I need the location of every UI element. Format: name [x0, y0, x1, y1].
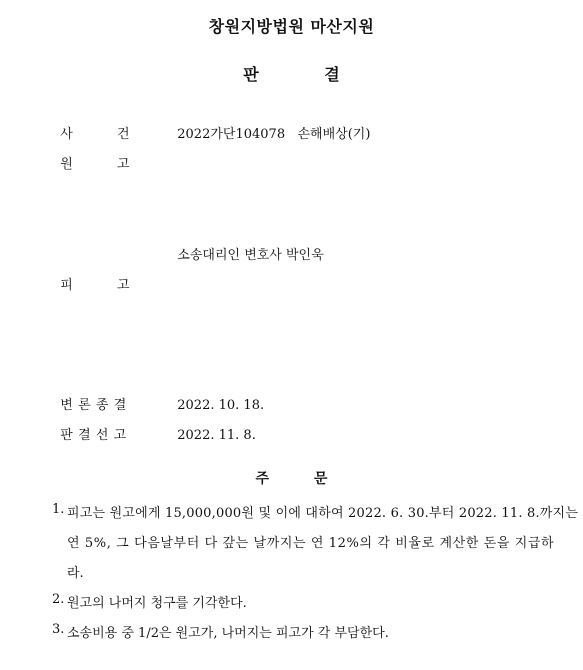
- defendant-row: [52, 259, 177, 293]
- defendant-label: 피 고: [60, 278, 130, 293]
- closing-label: 변 론 종 결: [60, 398, 127, 413]
- order-item-number: 3.: [52, 622, 65, 637]
- judgment-row: [52, 409, 256, 443]
- judgment-date: 2022. 11. 8.: [177, 428, 256, 443]
- case-value: 2022가단104078 손해배상(기): [177, 127, 371, 142]
- plaintiff-rep-row: [52, 229, 324, 263]
- plaintiff-label: 원 고: [60, 157, 130, 172]
- judgment-label: 판 결 선 고: [60, 428, 127, 443]
- closing-row: [52, 379, 264, 413]
- order-item-line: 소송비용 중 1/2은 원고가, 나머지는 피고가 각 부담한다.: [67, 626, 389, 641]
- plaintiff-row: [52, 138, 177, 172]
- order-title: 주 문: [255, 471, 328, 487]
- court-name: 창원지방법원 마산지원: [208, 17, 375, 36]
- order-item-line: 원고의 나머지 청구를 기각한다.: [67, 596, 247, 611]
- order-item-number: 1.: [52, 502, 65, 517]
- closing-date: 2022. 10. 18.: [177, 398, 265, 413]
- order-item-line: 피고는 원고에게 15,000,000원 및 이에 대하여 2022. 6. 30.부터 2022. 11. 8.까지는: [67, 506, 579, 521]
- document-title: 판 결: [243, 65, 340, 84]
- plaintiff-representative: 소송대리인 변호사 박인욱: [177, 248, 324, 263]
- order-item-line: 라.: [67, 566, 84, 581]
- order-item-line: 연 5%, 그 다음날부터 다 갚는 날까지는 연 12%의 각 비율로 계산한 돈을 지급하: [67, 536, 555, 551]
- case-label: 사 건: [60, 127, 130, 142]
- order-item-number: 2.: [52, 592, 65, 607]
- case-row: [52, 108, 370, 142]
